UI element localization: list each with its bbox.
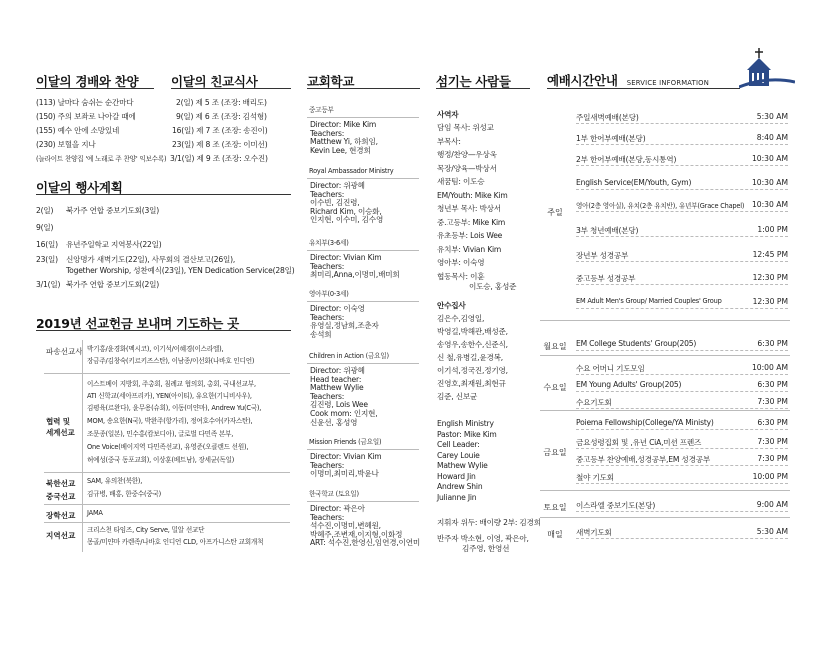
service-day-label: 월요일: [543, 342, 567, 351]
deacon-entry: 김준, 신보균: [437, 392, 478, 401]
service-row: [576, 178, 788, 192]
staff-entry: 담임 목사: 위성교: [437, 123, 494, 132]
event-text: 북가주 연합 중보기도회(2일): [66, 280, 160, 289]
mission-line: 박기홍/윤경화(멕시코), 이기석/이혜경(이스라엘),: [87, 345, 224, 353]
service-group-divider: [540, 517, 790, 518]
service-group-divider: [540, 355, 790, 356]
meal-3: 16(일) 제 7 조 (조장: 송진이): [172, 126, 268, 135]
mission-vline: [82, 340, 83, 552]
deacon-entry: 김은수,김영일,: [437, 314, 485, 323]
accompanist-line-2: 김주영, 한영선: [462, 544, 510, 553]
school-section-line: 이수빈, 김진령,: [310, 198, 360, 208]
staff-entry: 유치부: Vivian Kim: [437, 244, 502, 254]
service-row: [576, 418, 788, 432]
service-time: 6:30 PM: [757, 339, 788, 348]
school-section-line: Teachers:: [310, 128, 345, 138]
school-section-line: Director: Vivian Kim: [310, 452, 382, 461]
english-ministry-entry: English Ministry: [437, 419, 494, 428]
service-name: 수요 어머니 기도모임: [576, 364, 645, 373]
service-row-rule: [576, 391, 788, 392]
mission-label-nk: 북한선교: [46, 479, 76, 488]
mission-label-dispatch: 파송선교사: [46, 347, 83, 356]
school-section-rule: [307, 301, 419, 302]
service-row: [576, 225, 788, 239]
service-row-rule: [576, 511, 788, 512]
hymn-title: 이달의 경배와 찬양: [36, 74, 139, 89]
event-date: 3/1(일): [36, 280, 61, 289]
mission-line: 김평육(르완다), 윤무용(슈회), 이동(미얀마), Andrew Yu(C국),: [87, 404, 262, 412]
deacon-entry: 송영우,송한수,신준식,: [437, 340, 508, 349]
accompanist-line: 반주자 박소현, 이영, 곽은아,: [437, 534, 529, 543]
school-section-rule: [307, 363, 419, 364]
school-title: 교회학교: [307, 74, 355, 89]
service-name: 3부 청년예배(본당): [576, 226, 639, 235]
school-section-line: Matthew Wylie: [310, 383, 364, 393]
church-icon: [739, 46, 795, 90]
mission-line: 몽골/미얀마 카렌족/나바호 인디언 CLD, 아프가니스탄 교회개척: [87, 538, 264, 546]
service-time: 1:00 PM: [757, 225, 788, 234]
school-section-name: 영아부(0-3세): [309, 290, 349, 298]
service-time: 10:30 AM: [751, 178, 788, 187]
school-section-line: Director: 위광혜: [310, 181, 365, 190]
deacon-entry: 이기석,정국진,정기영,: [437, 366, 508, 375]
mission-line: SAM, 유의찬(북한),: [87, 477, 143, 485]
service-day-label: 수요일: [543, 383, 567, 392]
school-section-name: 중고등부: [309, 106, 334, 114]
deacon-entry: 진영호,최재원,최현규: [437, 379, 506, 388]
meal-1: 2(일) 제 5 조 (조장: 배리도): [176, 98, 267, 107]
deacon-entry: 박영길,박해관,배성준,: [437, 327, 508, 336]
service-row: [576, 363, 788, 377]
hymn-2: (150) 주의 보좌로 나아갈 때에: [36, 112, 136, 121]
service-name: EM College Students' Group(205): [576, 339, 697, 348]
staff-heading: 사역자: [437, 110, 459, 119]
english-ministry-entry: Andrew Shin: [437, 482, 483, 491]
mission-label-china: 중국선교: [46, 492, 76, 501]
staff-entry: EM/Youth: Mike Kim: [437, 190, 508, 200]
school-section-line: Kevin Lee, 현경희: [310, 145, 371, 155]
service-row-rule: [576, 284, 788, 285]
english-ministry-entry: Julianne Jin: [437, 492, 477, 502]
hymn-1: (113) 날마다 숨쉬는 순간마다: [36, 98, 134, 107]
service-row: [576, 200, 788, 214]
service-time: 10:00 AM: [751, 363, 788, 372]
mission-label-local: 지역선교: [46, 531, 76, 540]
mission-label-global: 협력 및 세계선교: [46, 417, 75, 437]
event-date: 9(일): [36, 223, 54, 232]
event-date: 23(일): [36, 255, 58, 264]
mission-line: 크리스천 타임즈, City Serve, 밀알 선교단: [87, 526, 205, 534]
meal-4: 23(일) 제 8 조 (조장: 이미선): [172, 140, 268, 149]
school-section-line: 석수진,이명미,변혜원,: [310, 521, 381, 531]
school-section-name: Mission Friends (금요일): [309, 438, 382, 446]
english-ministry-entry: Cell Leader:: [437, 440, 480, 449]
events-title: 이달의 행사계획: [36, 180, 123, 195]
service-row: [576, 250, 788, 264]
service-row-rule: [576, 211, 788, 212]
service-row-rule: [576, 165, 788, 166]
mission-line: 김규병, 배홍, 한중수(중국): [87, 490, 162, 498]
service-time: 12:45 PM: [752, 250, 788, 259]
conductor-line: 지휘자 위두: 배이량 2부: 김경희: [437, 518, 541, 527]
staff-entry: 영아부: 이숙영: [437, 258, 485, 267]
service-row: [576, 472, 788, 486]
school-section-line: Director: 위광혜: [310, 366, 365, 375]
school-section-rule: [307, 449, 419, 450]
english-ministry-entry: Pastor: Mike Kim: [437, 429, 497, 439]
school-section-line: 신윤선, 홍성영: [310, 417, 358, 427]
service-title: 예배시간안내: [547, 73, 618, 88]
service-time: 12:30 PM: [752, 273, 788, 282]
school-section-line: Director: 이숙영: [310, 304, 365, 313]
staff-title: 섬기는 사람들: [436, 74, 511, 89]
service-time: 5:30 AM: [756, 112, 788, 121]
service-name: 철야 기도회: [576, 473, 614, 482]
school-section-line: Teachers:: [310, 261, 345, 271]
school-section-line: Matthew Yi, 하희임,: [310, 137, 378, 147]
staff-entry: 새꿈팀: 이도승: [437, 177, 485, 186]
mission-line: ATI 신학교(세아프리카), YEN(아이티), 유요한(기니비사우),: [87, 392, 252, 400]
service-name: English Service(EM/Youth, Gym): [576, 178, 692, 187]
service-name: 새벽기도회: [576, 528, 612, 537]
staff-entry: 청년부 목사: 박상서: [437, 204, 501, 213]
service-name: EM Adult Men's Group/ Married Couples' Group: [576, 297, 722, 305]
service-row-rule: [576, 308, 788, 309]
staff-entry: 목장/양육—박상서: [437, 163, 497, 173]
school-section-line: 최미리,Anna,이명미,배미희: [310, 270, 400, 280]
service-group-divider: [540, 320, 790, 321]
service-row-rule: [576, 236, 788, 237]
mission-line: 장금주/김창숙(키르키즈스탄), 이남종/이선화(나바호 인디언): [87, 357, 255, 365]
service-title-rule: [547, 88, 740, 89]
service-name: 수요기도회: [576, 398, 612, 407]
english-ministry-entry: Howard Jin: [437, 471, 476, 481]
school-section-line: Director: Mike Kim: [310, 120, 377, 129]
mission-line: 이스트베이 지방회, 주총회, 침례교 협의회, 총회, 국내선교부,: [87, 380, 256, 388]
service-row: [576, 527, 788, 541]
event-text: 북가주 연합 중보기도회(3일): [66, 206, 160, 215]
deacon-entry: 신 철,유병길,윤경복,: [437, 353, 503, 362]
service-time: 9:00 AM: [756, 500, 788, 509]
mission-line: JAMA: [87, 509, 103, 517]
service-row: [576, 437, 788, 451]
service-time: 7:30 PM: [757, 454, 788, 463]
school-section-line: Teachers:: [310, 189, 345, 199]
service-day-label: 금요일: [543, 448, 567, 457]
service-row: [576, 133, 788, 147]
school-section-line: Director: 곽은아: [310, 504, 365, 513]
service-row-rule: [576, 448, 788, 449]
mission-label-scholarship: 장학선교: [46, 511, 76, 520]
mission-divider: [44, 504, 290, 505]
school-section-name: 한국학교 (토요일): [309, 490, 359, 498]
school-title-rule: [307, 88, 420, 89]
school-section-line: 송석희: [310, 329, 332, 339]
school-section-line: Teachers:: [310, 391, 345, 401]
service-row: [576, 454, 788, 468]
school-section-line: ART: 석수진,한영신,임연경,이연미: [310, 538, 420, 548]
school-section-rule: [307, 117, 419, 118]
service-row: [576, 380, 788, 394]
event-date: 2(일): [36, 206, 54, 215]
mission-line: MOM, 송요한(N국), 박완주(항가리), 정여호수아(카자스탄),: [87, 417, 253, 425]
service-day-label: 주일: [547, 207, 563, 217]
service-row: [576, 397, 788, 411]
service-day-label: 토요일: [543, 503, 567, 512]
service-row-rule: [576, 465, 788, 466]
meal-title: 이달의 친교식사: [171, 74, 258, 89]
school-section-line: 박혜주,조변재,이지형,이화정: [310, 529, 403, 539]
service-time: 10:30 AM: [751, 154, 788, 163]
staff-entry: 부목사:: [437, 136, 461, 146]
mission-divider: [44, 373, 290, 374]
service-row-rule: [576, 350, 788, 351]
school-section-name: Royal Ambassador Ministry: [309, 167, 394, 175]
school-section-line: 김진령, Lois Wee: [310, 400, 368, 410]
mission-divider: [44, 472, 290, 473]
service-name: 1부 한어부예배(본당): [576, 134, 646, 143]
service-time: 6:30 PM: [757, 418, 788, 427]
service-time: 5:30 AM: [756, 527, 788, 536]
service-row-rule: [576, 189, 788, 190]
mission-line: 허예성(중국 동포교회), 이상훈(베트남), 장세균(독일): [87, 456, 235, 464]
hymn-title-rule: [36, 88, 154, 89]
mission-divider: [44, 522, 290, 523]
school-section-line: Director: Vivian Kim: [310, 253, 382, 262]
service-row: [576, 154, 788, 168]
event-text: Together Worship, 성찬예식(23일), YEN Dedication Service(28일): [66, 266, 295, 275]
service-row-rule: [576, 374, 788, 375]
service-group-divider: [540, 490, 790, 491]
school-section-line: Cook mom: 인지현,: [310, 409, 378, 418]
staff-title-rule: [436, 88, 530, 89]
service-row: [576, 112, 788, 126]
service-row-rule: [576, 123, 788, 124]
service-row-rule: [576, 261, 788, 262]
meal-title-rule: [171, 88, 291, 89]
mission-line: 조문종(일본), 민수홍(캄보디아), 글로벌 다민족 본부,: [87, 430, 234, 438]
school-section-name: Children in Action (금요일): [309, 352, 389, 360]
service-subtitle: SERVICE INFORMATION: [626, 79, 710, 87]
mission-title: 2019년 선교헌금 보내며 기도하는 곳: [36, 316, 239, 331]
school-section-rule: [307, 178, 419, 179]
mission-title-rule: [36, 330, 291, 331]
hymn-note: (늘라이트 찬양집 '예 노래로 주 찬양' 익보수록): [36, 155, 167, 163]
service-row-rule: [576, 538, 788, 539]
service-time: 7:30 PM: [757, 437, 788, 446]
service-name: 2부 한어부예배(본당,동시통역): [576, 155, 677, 164]
service-row: [576, 500, 788, 514]
staff-entry: 중.고등부: Mike Kim: [437, 217, 506, 227]
service-name: 금요성령집회 및 ,유년 CiA,미션 프렌즈: [576, 438, 702, 447]
service-name: 이스라엘 중보기도(본당): [576, 501, 656, 510]
service-time: 10:00 PM: [752, 472, 788, 481]
service-time: 7:30 PM: [757, 397, 788, 406]
hymn-4: (230) 보혈을 지나: [36, 140, 96, 149]
service-name: EM Young Adults' Group(205): [576, 380, 682, 389]
mission-line: One Voice(베이지역 다민족선교), 유영준(오클랜드 선원),: [87, 443, 249, 451]
service-time: 6:30 PM: [757, 380, 788, 389]
school-section-line: 유영실,정남희,조춘자: [310, 321, 379, 331]
service-name: 중고등부 찬양예배,성경공부,EM 성경공부: [576, 455, 710, 464]
staff-entry: 유초등부: Lois Wee: [437, 231, 503, 240]
school-section-line: Head teacher:: [310, 374, 362, 384]
staff-entry: 이도승, 홍성준: [469, 281, 517, 291]
event-text: 신앙명가 새벽기도(22일), 사무회의 결산보고(26일),: [66, 255, 236, 264]
service-row-rule: [576, 144, 788, 145]
deacon-heading: 안수집사: [437, 301, 466, 310]
school-section-line: Richard Kim, 이승화,: [310, 206, 382, 216]
school-section-rule: [307, 501, 419, 502]
service-row-rule: [576, 429, 788, 430]
service-row: [576, 339, 788, 353]
english-ministry-entry: Mathew Wylie: [437, 461, 488, 470]
meal-5: 3/1(일) 제 9 조 (조장: 오수진): [170, 154, 268, 163]
service-row-rule: [576, 408, 788, 409]
meal-2: 9(일) 제 6 조 (조장: 김석형): [176, 112, 267, 121]
service-row-rule: [576, 483, 788, 484]
service-name: 주일새벽예배(본당): [576, 113, 639, 122]
school-section-line: Teachers:: [310, 312, 345, 322]
event-date: 16(일): [36, 240, 58, 249]
school-section-line: Teachers:: [310, 460, 345, 470]
staff-entry: 협동목사: 이훈: [437, 271, 485, 281]
service-day-label: 매일: [547, 530, 563, 539]
service-name: 영아(2층 영아실), 유치(2층 유치반), 유년부(Grace Chapel): [576, 202, 745, 210]
service-time: 10:30 AM: [751, 200, 788, 209]
service-time: 12:30 PM: [752, 297, 788, 306]
service-header: [547, 70, 709, 89]
events-title-rule: [36, 194, 291, 195]
service-name: Poiema Fellowship(College/YA Ministy): [576, 418, 714, 427]
service-row: [576, 273, 788, 287]
school-section-rule: [307, 250, 419, 251]
school-section-line: 인지현, 이수미, 김수영: [310, 215, 384, 225]
event-text: 유년주일학교 지역봉사(22일): [66, 240, 162, 249]
service-row: [576, 297, 788, 311]
school-section-line: 이명미,최미리,박윤나: [310, 469, 379, 479]
service-time: 8:40 AM: [756, 133, 788, 142]
school-section-line: Teachers:: [310, 512, 345, 522]
service-name: 장년부 성경공부: [576, 251, 629, 260]
school-section-name: 유치부(3-6세): [309, 239, 349, 247]
hymn-3: (155) 예수 안에 소망있네: [36, 126, 120, 135]
service-name: 중고등부 성경공부: [576, 274, 636, 283]
english-ministry-entry: Carey Louie: [437, 450, 480, 460]
staff-entry: 행정/찬양—우상욱: [437, 150, 497, 159]
